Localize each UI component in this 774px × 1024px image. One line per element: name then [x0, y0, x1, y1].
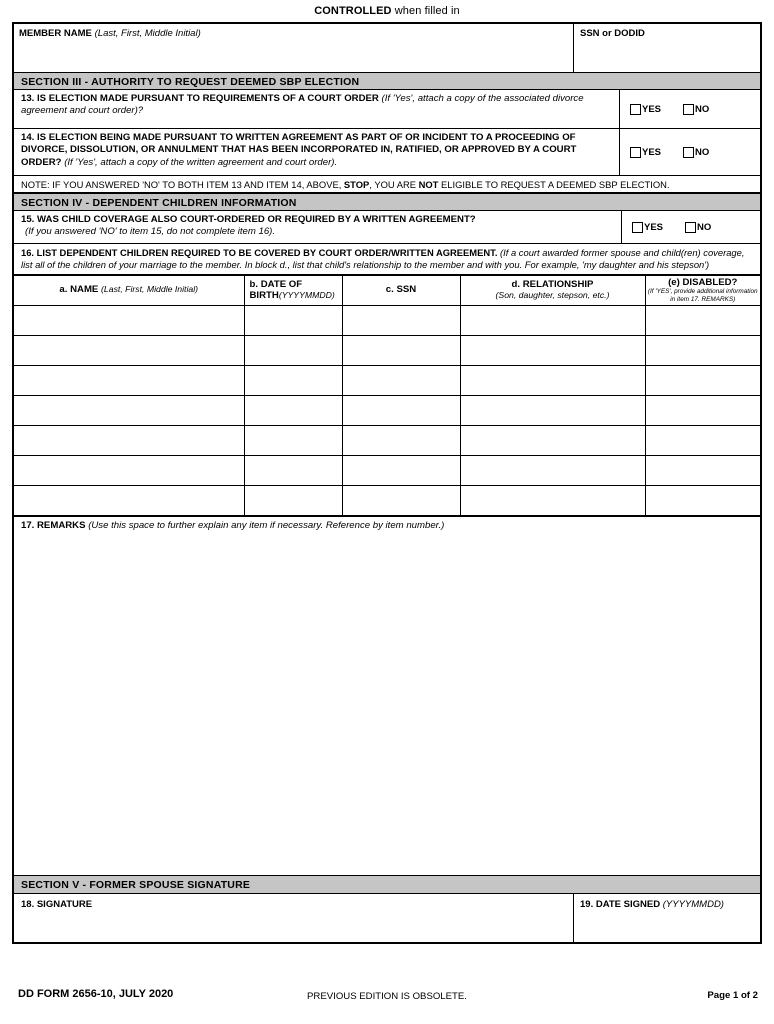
item-15-question — [14, 211, 622, 243]
cell-name[interactable] — [14, 365, 244, 395]
column-header-name-italic: (Last, First, Middle Initial) — [101, 284, 199, 295]
cell-date-of-birth[interactable] — [244, 305, 342, 335]
item-18-signature-label: 18. SIGNATURE — [21, 898, 93, 910]
cell-name[interactable] — [14, 455, 244, 485]
member-name-field[interactable] — [14, 24, 574, 72]
cell-name[interactable] — [14, 395, 244, 425]
eligibility-note-part-b: , YOU ARE — [369, 179, 419, 190]
cell-ssn[interactable] — [342, 455, 460, 485]
section-iv-header: SECTION IV - DEPENDENT CHILDREN INFORMATION — [14, 193, 760, 211]
section-iii-header: SECTION III - AUTHORITY TO REQUEST DEEMED SBP ELECTION — [14, 72, 760, 90]
dependent-children-table-body — [14, 305, 760, 515]
column-header-relationship-bold: d. RELATIONSHIP — [511, 278, 594, 290]
cell-disabled[interactable] — [645, 365, 760, 395]
cell-relationship[interactable] — [460, 365, 645, 395]
cell-ssn[interactable] — [342, 485, 460, 515]
item-14-no-option[interactable] — [683, 147, 709, 158]
eligibility-note-not: NOT — [418, 179, 439, 190]
item-13-no-label: NO — [695, 103, 710, 115]
item-17-remarks-italic: (Use this space to further explain any item if necessary. Reference by item number.) — [88, 519, 445, 531]
eligibility-note-part-a: NOTE: IF YOU ANSWERED 'NO' TO BOTH ITEM 13 AND ITEM 14, ABOVE, — [21, 179, 344, 190]
item-13-yes-option[interactable] — [630, 104, 661, 115]
item-14-yes-label: YES — [642, 146, 662, 158]
item-14-no-label: NO — [695, 146, 710, 158]
column-header-name — [14, 275, 244, 305]
item-17-remarks-bold: 17. REMARKS — [21, 519, 86, 531]
column-header-date-of-birth-bold: b. DATE OF BIRTH — [249, 278, 303, 302]
item-14-yes-checkbox[interactable] — [630, 147, 641, 158]
cell-name[interactable] — [14, 305, 244, 335]
item-14-row — [14, 129, 760, 176]
item-15-answer-group — [622, 211, 760, 243]
item-15-row — [14, 211, 760, 244]
member-identification-row — [14, 24, 760, 72]
table-row — [14, 485, 760, 515]
item-19-date-signed-field[interactable] — [574, 894, 760, 942]
item-15-yes-option[interactable] — [632, 222, 663, 233]
form-identifier: DD FORM 2656-10, JULY 2020 — [18, 988, 174, 1000]
item-15-question-italic: (If you answered 'NO' to item 15, do not complete item 16). — [25, 226, 276, 238]
cell-ssn[interactable] — [342, 305, 460, 335]
item-13-yes-label: YES — [642, 103, 662, 115]
ssn-dodid-label: SSN or DODID — [580, 28, 645, 39]
classification-banner-strong: CONTROLLED — [314, 5, 392, 17]
table-row — [14, 425, 760, 455]
classification-banner — [0, 0, 774, 22]
cell-relationship[interactable] — [460, 455, 645, 485]
previous-edition-note: PREVIOUS EDITION IS OBSOLETE. — [307, 991, 467, 1002]
cell-ssn[interactable] — [342, 365, 460, 395]
section-v-header: SECTION V - FORMER SPOUSE SIGNATURE — [14, 876, 760, 894]
item-14-no-checkbox[interactable] — [683, 147, 694, 158]
dependent-children-table — [14, 275, 760, 516]
item-14-answer-group — [620, 129, 760, 175]
classification-banner-rest: when filled in — [391, 5, 460, 17]
cell-ssn[interactable] — [342, 395, 460, 425]
column-header-ssn-bold: c. SSN — [385, 284, 417, 296]
cell-disabled[interactable] — [645, 335, 760, 365]
page-number: Page 1 of 2 — [707, 990, 758, 1001]
cell-relationship[interactable] — [460, 395, 645, 425]
item-14-question-bold: 14. IS ELECTION BEING MADE PURSUANT TO WRITTEN AGREEMENT AS PART OF OR INCIDENT TO A PROCEEDING OF DIVORCE, DISSOLUTION, OR ANNULMENT THAT HAS BEEN INCORPORATED IN, RATIFIED, OR APPROVED BY A COURT ORDER? — [21, 132, 577, 168]
cell-date-of-birth[interactable] — [244, 455, 342, 485]
item-13-no-option[interactable] — [683, 104, 709, 115]
column-header-ssn — [342, 275, 460, 305]
eligibility-note-stop: STOP — [343, 179, 370, 190]
column-header-relationship-italic: (Son, daughter, stepson, etc.) — [495, 290, 610, 301]
table-header-row — [14, 275, 760, 305]
column-header-disabled — [645, 275, 760, 305]
table-row — [14, 335, 760, 365]
cell-disabled[interactable] — [645, 395, 760, 425]
ssn-dodid-field[interactable] — [574, 24, 760, 72]
item-15-yes-checkbox[interactable] — [632, 222, 643, 233]
item-13-answer-group — [620, 90, 760, 128]
item-13-question-bold: 13. IS ELECTION MADE PURSUANT TO REQUIREMENTS OF A COURT ORDER — [21, 93, 379, 104]
member-name-hint: (Last, First, Middle Initial) — [94, 28, 201, 39]
column-header-disabled-tiny: (If 'YES', provide additional information in item 17. REMARKS) — [647, 288, 758, 303]
item-14-question — [14, 129, 620, 175]
item-13-row — [14, 90, 760, 129]
item-13-no-checkbox[interactable] — [683, 104, 694, 115]
cell-disabled[interactable] — [645, 485, 760, 515]
cell-date-of-birth[interactable] — [244, 395, 342, 425]
item-19-date-signed-hint: (YYYYMMDD) — [662, 898, 724, 910]
item-19-date-signed-label: 19. DATE SIGNED — [580, 898, 661, 910]
item-15-question-bold: 15. WAS CHILD COVERAGE ALSO COURT-ORDERED OR REQUIRED BY A WRITTEN AGREEMENT? — [21, 214, 476, 225]
signature-row — [14, 894, 760, 942]
item-15-yes-label: YES — [644, 221, 664, 233]
cell-date-of-birth[interactable] — [244, 485, 342, 515]
item-15-no-label: NO — [697, 221, 712, 233]
item-15-no-option[interactable] — [685, 222, 711, 233]
item-14-question-italic: (If 'Yes', attach a copy of the written agreement and court order). — [64, 156, 338, 168]
cell-date-of-birth[interactable] — [244, 425, 342, 455]
item-18-signature-field[interactable] — [14, 894, 574, 942]
column-header-disabled-bold: (e) DISABLED? — [668, 276, 738, 288]
item-17-remarks[interactable] — [14, 516, 760, 876]
form-body — [12, 22, 762, 944]
item-15-no-checkbox[interactable] — [685, 222, 696, 233]
item-13-yes-checkbox[interactable] — [630, 104, 641, 115]
cell-name[interactable] — [14, 425, 244, 455]
item-14-yes-option[interactable] — [630, 147, 661, 158]
item-13-question-italic: (If 'Yes', attach a copy of the associated divorce agreement and court order)? — [21, 93, 584, 117]
eligibility-note-part-c: ELIGIBLE TO REQUEST A DEEMED SBP ELECTION. — [438, 179, 670, 190]
cell-ssn[interactable] — [342, 425, 460, 455]
column-header-date-of-birth-italic: (YYYYMMDD) — [278, 290, 335, 301]
cell-disabled[interactable] — [645, 455, 760, 485]
cell-relationship[interactable] — [460, 335, 645, 365]
table-row — [14, 455, 760, 485]
item-16-instructions-bold: 16. LIST DEPENDENT CHILDREN REQUIRED TO BE COVERED BY COURT ORDER/WRITTEN AGREEMENT. — [21, 247, 498, 258]
item-13-question — [14, 90, 620, 128]
table-row — [14, 365, 760, 395]
column-header-relationship — [460, 275, 645, 305]
table-row — [14, 395, 760, 425]
cell-disabled[interactable] — [645, 305, 760, 335]
cell-name[interactable] — [14, 335, 244, 365]
cell-relationship[interactable] — [460, 485, 645, 515]
form-footer — [12, 988, 762, 1008]
cell-date-of-birth[interactable] — [244, 365, 342, 395]
cell-ssn[interactable] — [342, 335, 460, 365]
cell-relationship[interactable] — [460, 425, 645, 455]
item-16-instructions — [14, 244, 760, 275]
cell-date-of-birth[interactable] — [244, 335, 342, 365]
cell-relationship[interactable] — [460, 305, 645, 335]
member-name-label: MEMBER NAME — [19, 28, 92, 39]
cell-disabled[interactable] — [645, 425, 760, 455]
cell-name[interactable] — [14, 485, 244, 515]
column-header-date-of-birth — [244, 275, 342, 305]
item-16-instructions-italic: (If a court awarded former spouse and child(ren) coverage, list all of the children of your marriage to the member. In block d., list that child's relationship to the member and with you. For example, 'my daughter and his stepson') — [21, 247, 745, 270]
table-row — [14, 305, 760, 335]
column-header-name-bold: a. NAME — [59, 284, 99, 296]
eligibility-note — [14, 176, 760, 193]
